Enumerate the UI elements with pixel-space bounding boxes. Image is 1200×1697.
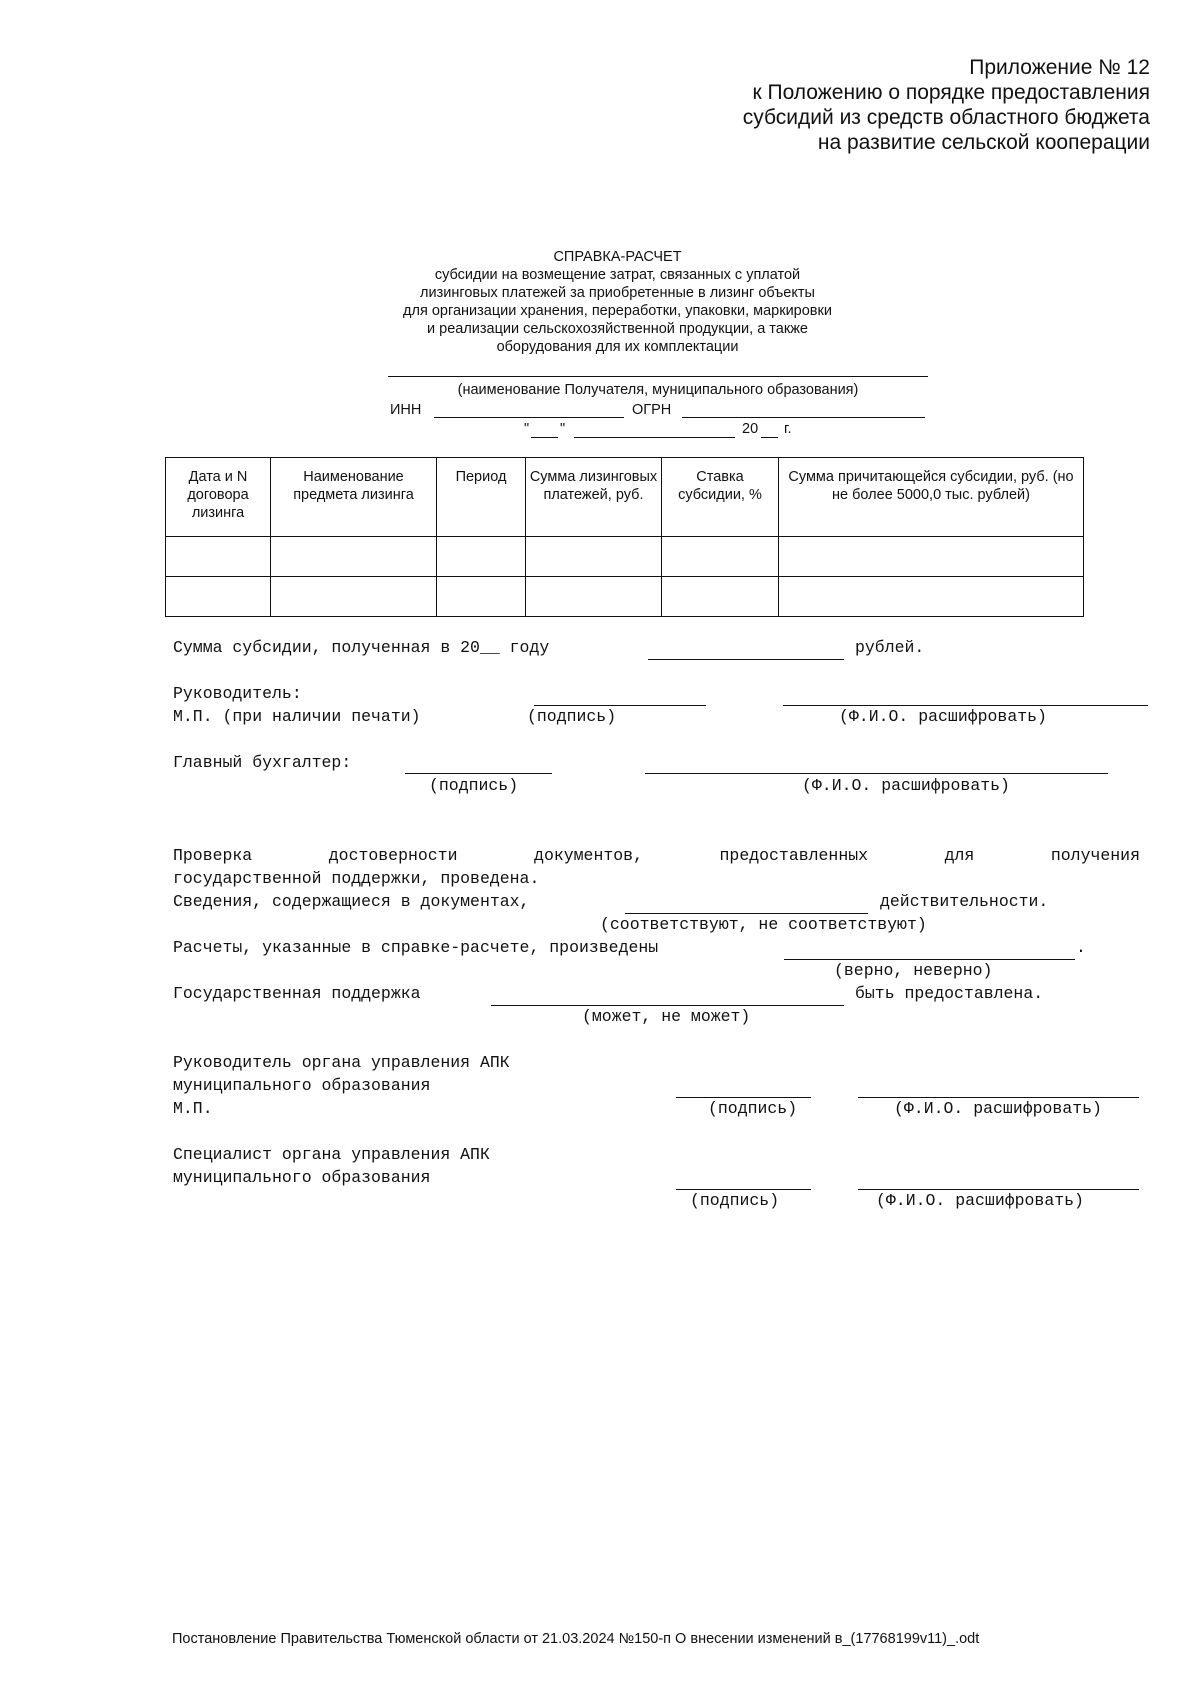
- header-subsidy-due: Сумма причитающейся субсидии, руб. (но не более 5000,0 тыс. рублей): [779, 458, 1084, 537]
- title-line-4: и реализации сельскохозяйственной продукции, а также: [427, 321, 808, 337]
- apk-head-line-2: муниципального образования: [173, 1076, 431, 1095]
- check-line-1: [173, 845, 1140, 868]
- info-caption: (соответствуют, не соответствуют): [600, 915, 927, 934]
- calc-label: Расчеты, указанные в справке-расчете, произведены: [173, 938, 659, 957]
- table-cell[interactable]: [526, 537, 662, 577]
- table-cell[interactable]: [437, 537, 526, 577]
- table-cell[interactable]: [271, 577, 437, 617]
- apk-spec-signature-caption: (подпись): [690, 1191, 780, 1210]
- check-word: Проверка: [173, 846, 253, 865]
- check-word: для: [944, 846, 975, 865]
- table-header-row: [166, 458, 1084, 537]
- table-cell[interactable]: [779, 577, 1084, 617]
- header-subsidy-rate: Ставка субсидии, %: [662, 458, 779, 537]
- apk-spec-fio-caption: (Ф.И.О. расшифровать): [876, 1191, 1084, 1210]
- chief-accountant-label: Главный бухгалтер:: [173, 753, 352, 772]
- table-cell[interactable]: [662, 537, 779, 577]
- info-suffix: действительности.: [880, 892, 1049, 911]
- date-day-field[interactable]: [531, 437, 558, 438]
- table-cell[interactable]: [437, 577, 526, 617]
- title-line-3: для организации хранения, переработки, упаковки, маркировки: [403, 303, 832, 319]
- document-footer: Постановление Правительства Тюменской области от 21.03.2024 №150-п О внесении изменений в_(17768199v11)_.odt: [172, 1631, 980, 1647]
- check-word: предоставленных: [719, 846, 869, 865]
- manager-label: Руководитель:: [173, 684, 302, 703]
- calc-suffix: .: [1076, 938, 1086, 957]
- check-line-2: государственной поддержки, проведена.: [173, 869, 540, 888]
- table-cell[interactable]: [166, 577, 271, 617]
- accountant-fio-field[interactable]: [645, 773, 1108, 774]
- subsidy-received-label: Сумма субсидии, полученная в 20__ году: [173, 638, 550, 657]
- apk-head-line-3: М.П.: [173, 1099, 213, 1118]
- appendix-header: [550, 55, 1150, 155]
- table-cell[interactable]: [526, 577, 662, 617]
- check-word: документов,: [534, 846, 643, 865]
- date-year-prefix: 20: [742, 421, 759, 437]
- date-year-field[interactable]: [761, 437, 778, 438]
- stamp-label: М.П. (при наличии печати): [173, 707, 421, 726]
- apk-head-signature-caption: (подпись): [708, 1099, 798, 1118]
- accountant-fio-caption: (Ф.И.О. расшифровать): [802, 776, 1010, 795]
- table-cell[interactable]: [271, 537, 437, 577]
- accountant-signature-caption: (подпись): [429, 776, 519, 795]
- check-word: получения: [1050, 846, 1140, 865]
- support-label: Государственная поддержка: [173, 984, 421, 1003]
- apk-spec-line-2: муниципального образования: [173, 1168, 431, 1187]
- title-line-5: оборудования для их комплектации: [496, 339, 739, 355]
- recipient-name-field[interactable]: [388, 376, 928, 377]
- appendix-line-3: субсидий из средств областного бюджета: [742, 106, 1150, 129]
- check-word: достоверности: [328, 846, 458, 865]
- table-cell[interactable]: [779, 537, 1084, 577]
- subsidy-received-suffix: рублей.: [855, 638, 925, 657]
- appendix-line-4: на развитие сельской кооперации: [817, 131, 1150, 154]
- header-payments-sum: Сумма лизинговых платежей, руб.: [526, 458, 662, 537]
- title-heading: СПРАВКА-РАСЧЕТ: [553, 249, 682, 265]
- header-item-name: Наименование предмета лизинга: [271, 458, 437, 537]
- inn-label: ИНН: [390, 402, 422, 418]
- support-caption: (может, не может): [582, 1007, 751, 1026]
- appendix-line-2: к Положению о порядке предоставления: [752, 81, 1150, 104]
- header-period: Период: [437, 458, 526, 537]
- table-row: [166, 537, 1084, 577]
- title-line-1: субсидии на возмещение затрат, связанных с уплатой: [434, 267, 801, 283]
- apk-head-line-1: Руководитель органа управления АПК: [173, 1053, 510, 1072]
- ogrn-field[interactable]: [682, 417, 925, 418]
- apk-spec-line-1: Специалист органа управления АПК: [173, 1145, 490, 1164]
- date-year-suffix: г.: [784, 421, 792, 437]
- date-row: [520, 420, 820, 440]
- date-quote-open: ": [524, 421, 530, 437]
- document-title: [335, 248, 900, 356]
- appendix-line-1: Приложение № 12: [969, 56, 1150, 79]
- date-quote-close: ": [560, 421, 566, 437]
- table-row: [166, 577, 1084, 617]
- ogrn-label: ОГРН: [632, 402, 672, 418]
- calc-caption: (верно, неверно): [834, 961, 993, 980]
- manager-fio-caption: (Ф.И.О. расшифровать): [839, 707, 1047, 726]
- date-month-field[interactable]: [574, 437, 735, 438]
- manager-signature-caption: (подпись): [527, 707, 617, 726]
- header-contract-date: Дата и N договора лизинга: [166, 458, 271, 537]
- leasing-table: [165, 457, 1084, 617]
- support-suffix: быть предоставлена.: [855, 984, 1044, 1003]
- accountant-signature-field[interactable]: [405, 773, 552, 774]
- inn-ogrn-row: [390, 401, 930, 421]
- table-cell[interactable]: [662, 577, 779, 617]
- inn-field[interactable]: [434, 417, 624, 418]
- title-line-2: лизинговых платежей за приобретенные в лизинг объекты: [420, 285, 815, 301]
- subsidy-received-field[interactable]: [648, 659, 844, 660]
- info-label: Сведения, содержащиеся в документах,: [173, 892, 530, 911]
- table-cell[interactable]: [166, 537, 271, 577]
- apk-head-fio-caption: (Ф.И.О. расшифровать): [894, 1099, 1102, 1118]
- recipient-caption: (наименование Получателя, муниципального образования): [457, 382, 859, 398]
